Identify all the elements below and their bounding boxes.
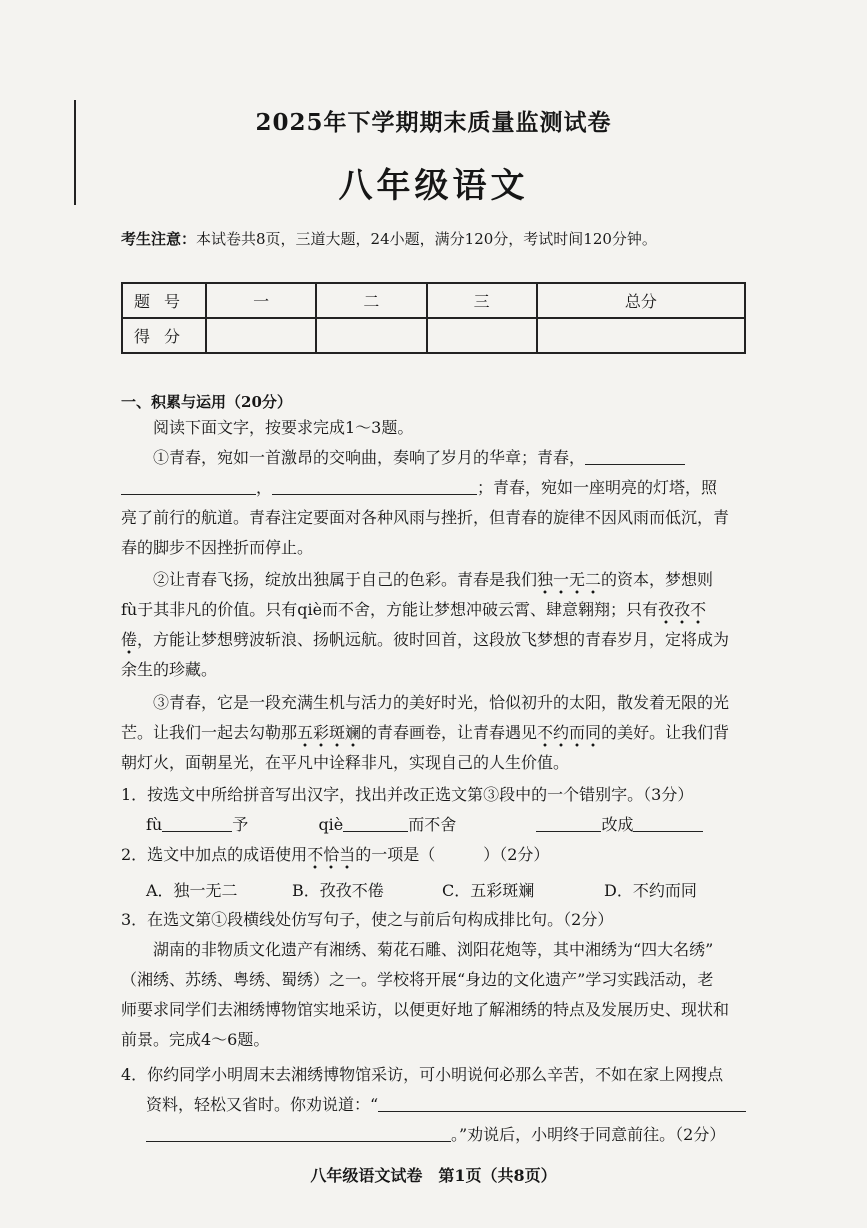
dotted-idiom-b-part2: 倦: [121, 630, 137, 655]
passage-p2-line2: [121, 597, 749, 623]
passage-p3-text-mid: 的青春画卷，让青春遇见: [361, 723, 538, 742]
passage-p1-text: ①青春，宛如一首激昂的交响曲，奏响了岁月的华章；青春，: [153, 448, 586, 467]
q2-text-end: 的一项是（ ）（2分）: [355, 845, 550, 864]
score-table-score-row: [122, 318, 745, 353]
material-line-4: 前景。完成4～6题。: [121, 1030, 270, 1049]
question-3: 3．在选文第①段横线处仿写句子，使之与前后句构成排比句。（2分）: [121, 910, 614, 929]
subject-title: 八年级语文: [338, 166, 529, 206]
section-1-heading: 一、积累与运用（20分）: [121, 393, 292, 411]
q2-option-a[interactable]: A．独一无二: [146, 881, 238, 900]
passage-p2-line4: 余生的珍藏。: [121, 660, 218, 679]
q1-fu-suffix: 予: [232, 815, 249, 834]
notice-text: 本试卷共8页，三道大题，24小题，满分120分，考试时间120分钟。: [196, 230, 657, 248]
imitation-blank-2[interactable]: [121, 478, 256, 495]
passage-p1-end: ；青春，宛如一座明亮的灯塔，照: [477, 478, 718, 497]
q2-option-c[interactable]: C．五彩斑斓: [442, 881, 535, 900]
exam-notice: [121, 228, 761, 249]
q2-text: 2．选文中加点的成语使用: [121, 845, 308, 864]
question-number-label: 题号: [122, 283, 206, 318]
passage-p2-line3: [121, 627, 749, 653]
q1-qie-label: qiè: [318, 815, 344, 834]
question-4: 4．你约同学小明周末去湘绣博物馆采访，可小明说何必那么辛苦，不如在家上网搜点: [121, 1065, 724, 1084]
q4-line-3: [146, 1122, 774, 1148]
passage-p3-line2: [121, 720, 749, 746]
q4-text-end: 。”劝说后，小明终于同意前往。（2分）: [451, 1125, 726, 1144]
q4-answer-blank-1[interactable]: [378, 1095, 746, 1112]
score-table: [121, 282, 746, 354]
score-cell-2[interactable]: [316, 318, 426, 353]
passage-p2-text: ②让青春飞扬，绽放出独属于自己的色彩。青春是我们: [153, 570, 538, 589]
material-line-1: 湖南的非物质文化遗产有湘绣、菊花石雕、浏阳花炮等，其中湘绣为“四大名绣”: [153, 940, 714, 959]
notice-label: 考生注意：: [121, 230, 197, 248]
question-1: 1．按选文中所给拼音写出汉字，找出并改正选文第③段中的一个错别字。（3分）: [121, 785, 694, 804]
score-label: 得分: [122, 318, 206, 353]
score-cell-total[interactable]: [537, 318, 745, 353]
exam-title: 2025年下学期期末质量监测试卷: [255, 109, 612, 136]
passage-p2-line2-text: fù于其非凡的价值。只有qiè而不舍，方能让梦想冲破云霄、肆意翱翔；只有: [121, 600, 659, 619]
passage-p2-line3-text: ，方能让梦想劈波斩浪、扬帆远航。彼时回首，这段放飞梦想的青春岁月，定将成为: [137, 630, 730, 649]
q1-wrong-char-blank[interactable]: [536, 815, 601, 832]
q1-correct-char-blank[interactable]: [633, 815, 703, 832]
q1-qie-suffix: 而不舍: [408, 815, 457, 834]
score-cell-1[interactable]: [206, 318, 316, 353]
passage-p1-line1: [121, 445, 749, 471]
q2-dotted: 不恰当: [307, 845, 355, 870]
passage-p1-line3: 亮了前行的航道。青春注定要面对各种风雨与挫折，但青春的旋律不因风雨而低沉，青: [121, 508, 730, 527]
score-table-header-row: [122, 283, 745, 318]
q1-fu-blank[interactable]: [162, 815, 232, 832]
passage-p1-sep: ，: [256, 478, 273, 497]
page-footer: 八年级语文试卷 第1页（共8页）: [310, 1166, 557, 1185]
q2-option-b[interactable]: B．孜孜不倦: [292, 881, 384, 900]
q2-option-d[interactable]: D．不约而同: [604, 881, 697, 900]
dotted-idiom-a: 独一无二: [537, 570, 601, 595]
question-1-answers: [146, 812, 774, 838]
section-1-intro: 阅读下面文字，按要求完成1～3题。: [153, 418, 414, 437]
imitation-blank-3[interactable]: [272, 478, 477, 495]
col-section-2: 二: [316, 283, 426, 318]
passage-p3-line3: 朝灯火，面朝星光，在平凡中诠释非凡，实现自己的人生价值。: [121, 753, 570, 772]
col-section-1: 一: [206, 283, 316, 318]
dotted-idiom-c: 五彩斑斓: [297, 723, 361, 748]
q4-prompt: 资料，轻松又省时。你劝说道：“: [146, 1095, 379, 1114]
passage-p2-line1: [121, 567, 749, 593]
passage-p3-text: 芒。让我们一起去勾勒那: [121, 723, 298, 742]
dotted-idiom-d: 不约而同: [537, 723, 601, 748]
passage-p1-line4: 春的脚步不因挫折而停止。: [121, 538, 314, 557]
passage-p3-line1: ③青春，它是一段充满生机与活力的美好时光，恰似初升的太阳，散发着无限的光: [153, 693, 730, 712]
q4-line-2: [146, 1092, 774, 1118]
col-section-3: 三: [427, 283, 537, 318]
q4-answer-blank-2[interactable]: [146, 1125, 451, 1142]
q1-qie-blank[interactable]: [343, 815, 408, 832]
col-total: 总分: [537, 283, 745, 318]
question-2: [121, 842, 749, 868]
dotted-idiom-b-part1: 孜孜不: [658, 600, 706, 625]
imitation-blank-1[interactable]: [585, 448, 685, 465]
passage-p3-text-end: 的美好。让我们背: [601, 723, 730, 742]
passage-p2-text-end: 的资本，梦想则: [601, 570, 714, 589]
q1-correct-label: 改成: [601, 815, 634, 834]
q1-fu-label: fù: [146, 815, 163, 834]
material-line-3: 师要求同学们去湘绣博物馆实地采访，以便更好地了解湘绣的特点及发展历史、现状和: [121, 1000, 730, 1019]
score-cell-3[interactable]: [427, 318, 537, 353]
material-line-2: （湘绣、苏绣、粤绣、蜀绣）之一。学校将开展“身边的文化遗产”学习实践活动，老: [121, 970, 714, 989]
passage-p1-line2: [121, 475, 749, 501]
